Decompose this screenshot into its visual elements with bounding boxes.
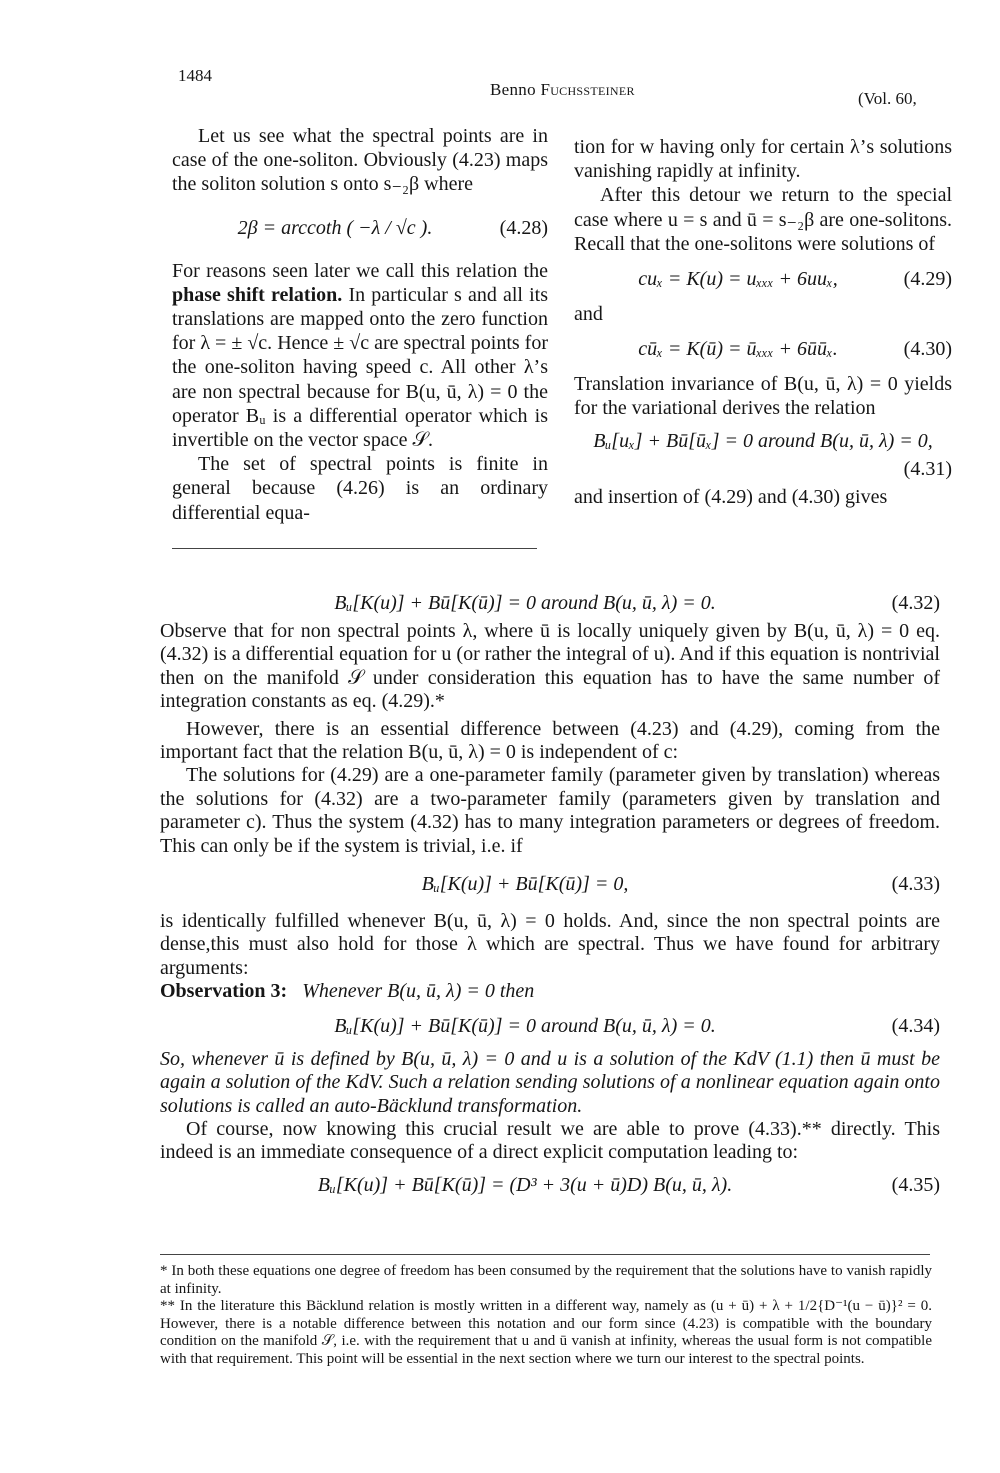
author-last-name: Fuchssteiner: [540, 80, 635, 99]
equation-number: (4.31): [903, 457, 952, 480]
paragraph: After this detour we return to the special case where u = s and ū = s₋₂β are one-solitons. Recall that the one-solitons were solutions of: [574, 184, 952, 255]
paragraph: Of course, now knowing this crucial result we are able to prove (4.33).** directly. This indeed is an immediate consequence of a direct explicit computation leading to:: [160, 1117, 940, 1164]
observation: [160, 980, 940, 1003]
equation-4-32: [160, 586, 940, 620]
paragraph: However, there is an essential difference between (4.23) and (4.29), coming from the important fact that the relation B(u, ū, λ) = 0 is independent of c:: [160, 717, 940, 764]
footnotes: [160, 1263, 932, 1368]
paragraph: Let us see what the spectral points are in case of the one-soliton. Obviously (4.23) maps the soliton solution s onto s₋₂β where: [172, 125, 548, 196]
equation-body: Bᵤ[uₓ] + Bū[ūₓ] = 0 around B(u, ū, λ) = 0,: [593, 429, 933, 452]
equation-4-29: [574, 256, 952, 302]
author-first-name: Benno: [490, 80, 541, 99]
equation-4-33: [160, 858, 940, 910]
equation-number: (4.30): [903, 338, 952, 361]
equation-4-28: [172, 197, 548, 259]
equation-body: Bᵤ[K(u)] + Bū[K(ū)] = 0 around B(u, ū, λ) = 0.: [334, 592, 716, 614]
equation-body: cuₓ = K(u) = uₓₓₓ + 6uuₓ,: [638, 268, 838, 291]
left-column: [172, 124, 548, 525]
equation-number: (4.33): [891, 873, 940, 896]
paragraph: [172, 259, 548, 453]
running-header: [490, 80, 635, 100]
equation-4-35: [160, 1165, 940, 1205]
paragraph: Translation invariance of B(u, ū, λ) = 0 yields for the variational derives the relation: [574, 373, 952, 420]
volume-label: (Vol. 60,: [858, 89, 917, 108]
column-divider-rule: [172, 548, 537, 549]
footnote: * In both these equations one degree of freedom has been consumed by the requirement that the solutions have to vanish rapidly at infinity.: [160, 1263, 932, 1297]
equation-body: Bᵤ[K(u)] + Bū[K(ū)] = (D³ + 3(u + ū)D) B(u, ū, λ).: [317, 1173, 733, 1196]
equation-body: Bᵤ[K(u)] + Bū[K(ū)] = 0,: [421, 873, 629, 896]
observation-text: Whenever B(u, ū, λ) = 0 then: [302, 980, 535, 1003]
text-run: For reasons seen later we call this relation the: [172, 259, 548, 282]
equation-body: Bᵤ[K(u)] + Bū[K(ū)] = 0 around B(u, ū, λ) = 0.: [334, 1014, 716, 1037]
main-text: [160, 586, 940, 1205]
equation-body: 2β = arccoth ( −λ / √c ).: [237, 216, 433, 239]
footnote: ** In the literature this Bäcklund relation is mostly written in a different way, namely as (u + ū) + λ + 1/2{D⁻¹(u − ū)}² = 0. However, there is a notable difference between this notation and our form since (4.23) is compatible with the boundary condition on the manifold 𝒮, i.e. with the requirement that u and ū vanish at infinity, whereas the usual form is not compatible with that requirement. This point will be essential in the next section where we turn our interest to the spectral points.: [160, 1298, 932, 1367]
paragraph: Observe that for non spectral points λ, where ū is locally uniquely given by B(u, ū, λ) = 0 eq. (4.32) is a differential equation for u (or rather the integral of u). And if this equation is nontrivial then on the manifold 𝒮 under consideration this equation has to have the same number of integration constants as eq. (4.29).*: [160, 620, 940, 713]
paragraph: is identically fulfilled whenever B(u, ū, λ) = 0 holds. And, since the non spectral points are dense,this must also hold for those λ which are spectral. Thus we have found for arbitrary arguments:: [160, 910, 940, 979]
connector-word: and: [574, 303, 603, 326]
equation-number: (4.34): [891, 1014, 940, 1037]
equation-number: (4.35): [891, 1173, 940, 1196]
equation-number: (4.29): [903, 268, 952, 291]
paragraph: So, whenever ū is defined by B(u, ū, λ) = 0 and u is a solution of the KdV (1.1) then ū must be again a solution of the KdV. Such a relation sending solutions of a nonlinear equation again onto solutions is called an auto-Bäcklund transformation.: [160, 1047, 940, 1117]
page-number: 1484: [178, 66, 212, 85]
observation-label: Observation 3:: [160, 980, 288, 1003]
paragraph: The solutions for (4.29) are a one-parameter family (parameter given by translation) whereas the solutions for (4.32) are a two-parameter family (parameters given by translation and parameter c). Thus the system (4.32) has to many integration parameters or degrees of freedom. This can only be if the system is trivial, i.e. if: [160, 764, 940, 857]
right-column: [574, 135, 952, 509]
text-run: In particular s and all its translations are mapped onto the zero function for λ = ± √c. Hence ± √c are spectral points for the one-soliton having speed c. All other λ’s are non spectral because for B(u, ū, λ) = 0 the operator Bᵤ is a differential operator which is invertible on the vector space 𝒮.: [172, 283, 549, 452]
equation-4-34: [160, 1004, 940, 1048]
equation-number: (4.28): [499, 216, 548, 239]
paragraph: The set of spectral points is finite in general because (4.26) is an ordinary differential equa-: [172, 453, 548, 524]
equation-4-31: [574, 421, 952, 485]
equation-number: (4.32): [891, 592, 940, 614]
paragraph: tion for w having only for certain λ’s solutions vanishing rapidly at infinity.: [574, 136, 952, 183]
equation-4-30: [574, 326, 952, 372]
defined-term: phase shift relation.: [172, 283, 343, 306]
equation-body: cūₓ = K(ū) = ūₓₓₓ + 6ūūₓ.: [638, 338, 838, 361]
paragraph: and insertion of (4.29) and (4.30) gives: [574, 485, 888, 508]
footnote-rule: [160, 1254, 930, 1255]
